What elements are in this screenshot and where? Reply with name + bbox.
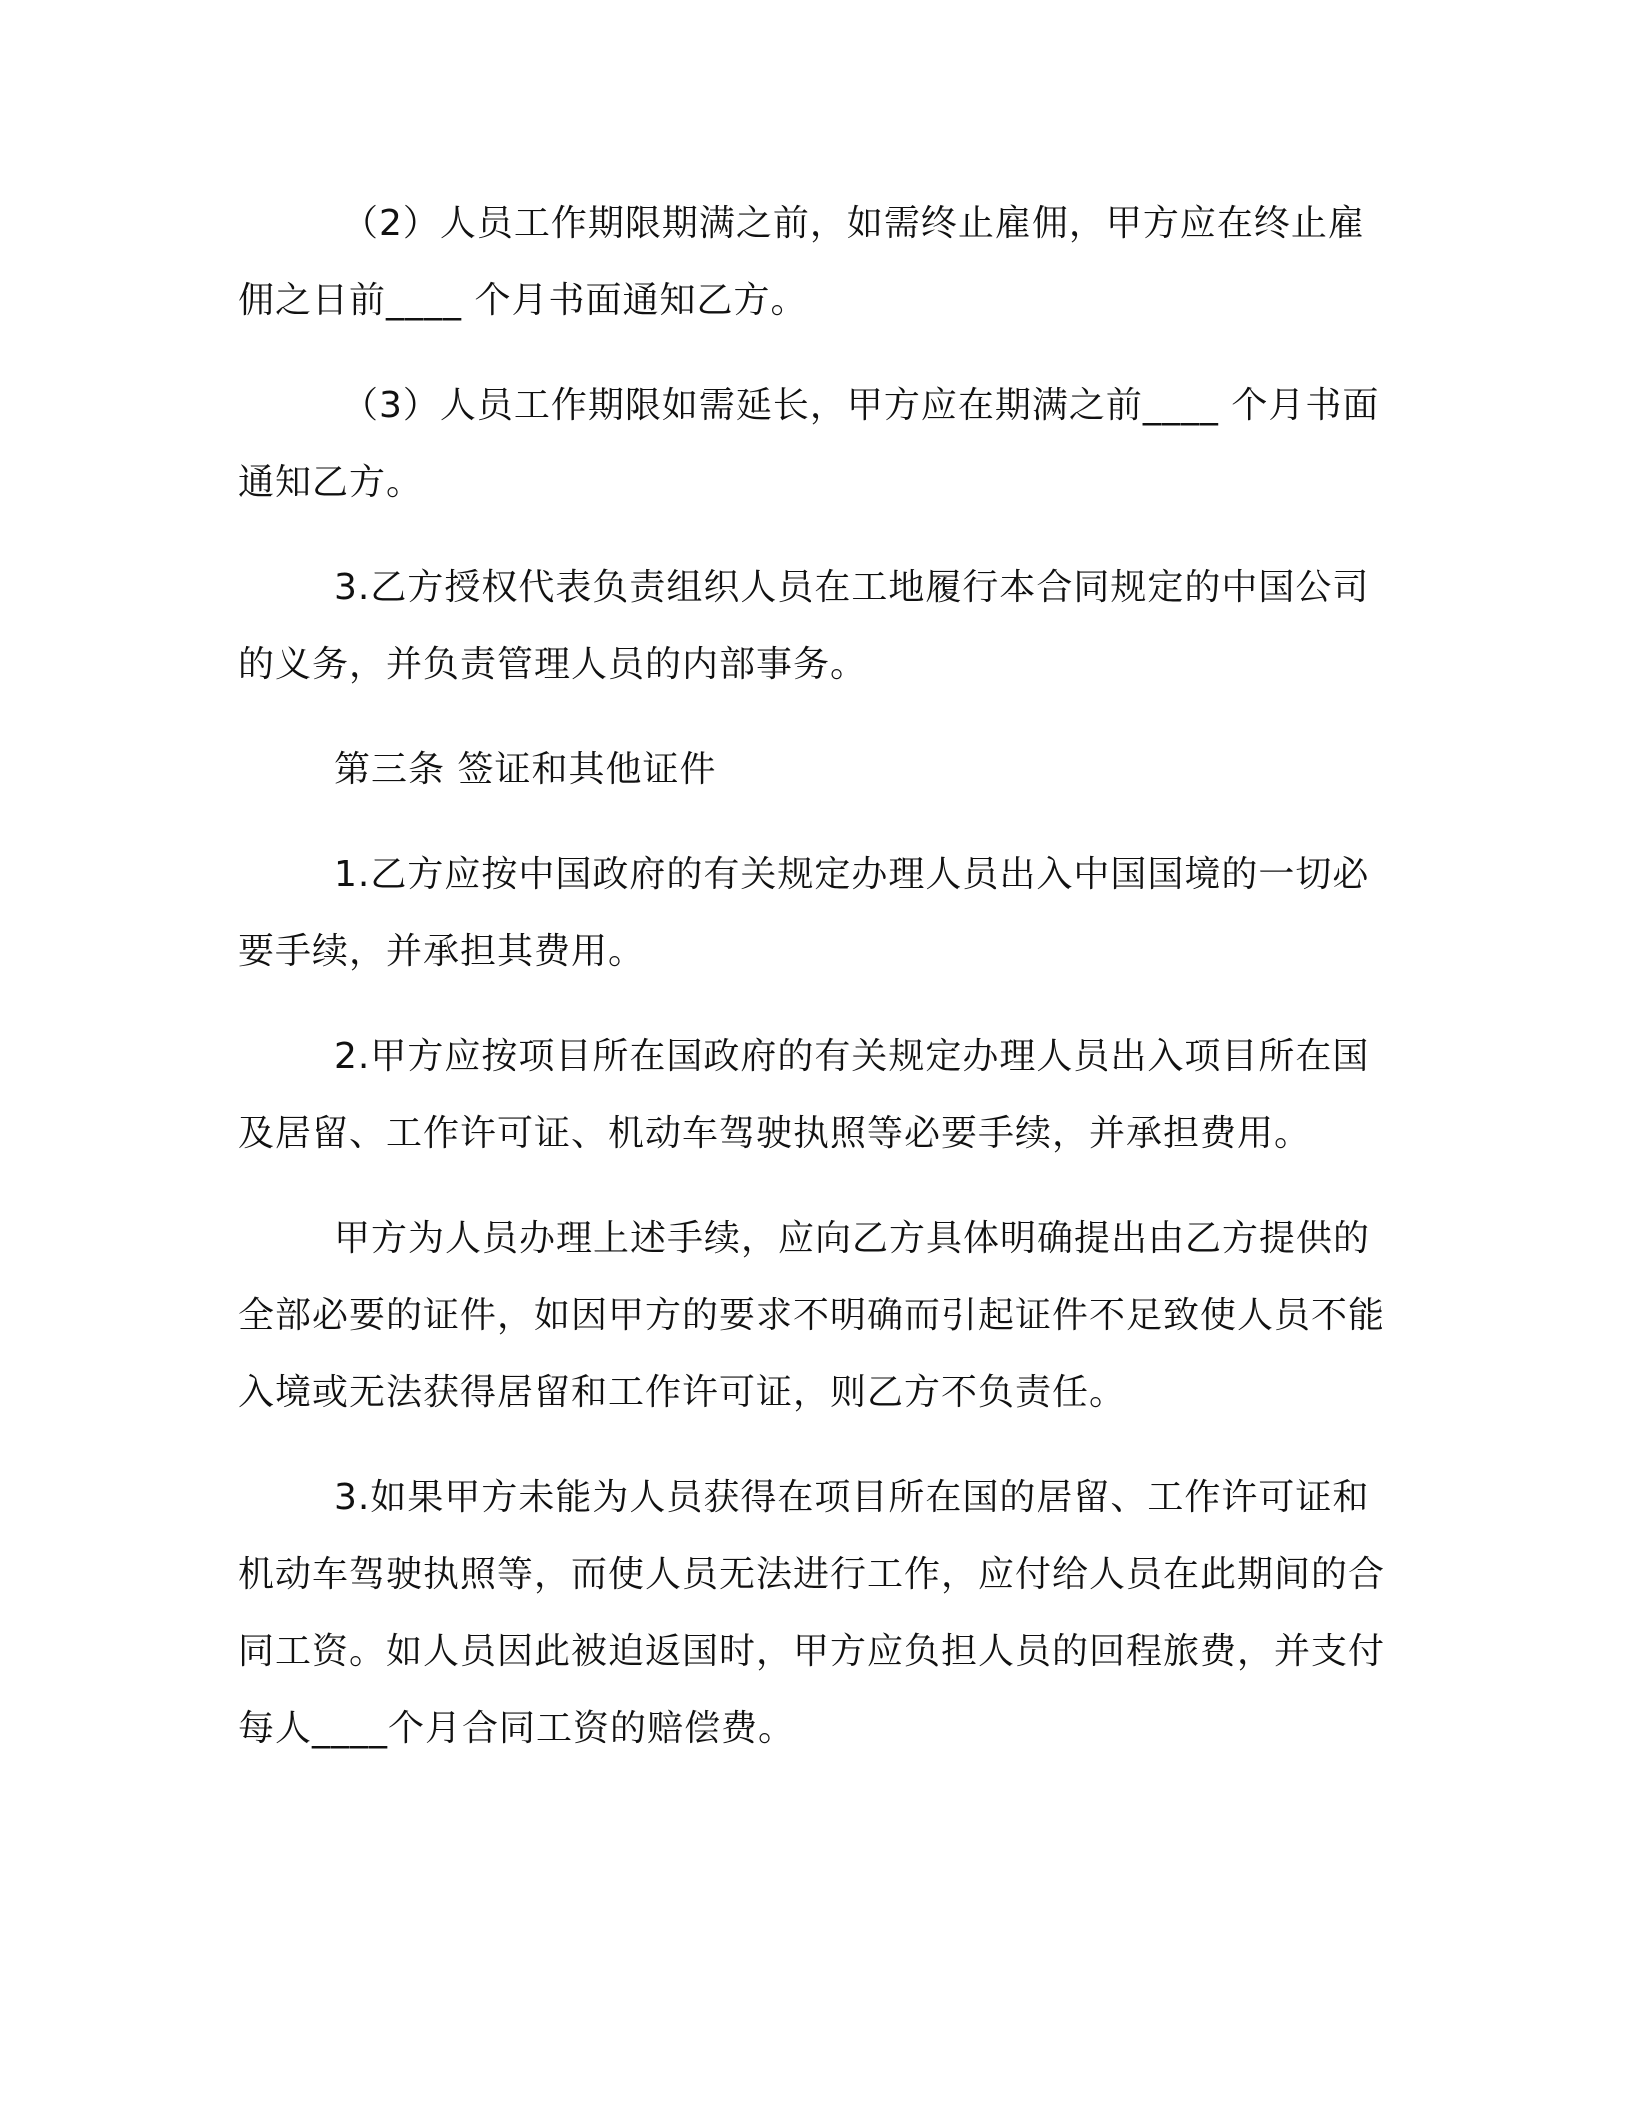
document-body: [238, 185, 1388, 1795]
paragraph-item-1-china-procedures: 1.乙方应按中国政府的有关规定办理人员出入中国国境的一切必要手续，并承担其费用。: [238, 854, 1370, 972]
paragraph-documents-responsibility: 甲方为人员办理上述手续，应向乙方具体明确提出由乙方提供的全部必要的证件，如因甲方的要求不明确而引起证件不足致使人员不能入境或无法获得居留和工作许可证，则乙方不负责任。: [238, 1218, 1386, 1413]
paragraph-clause-3-extension: （3）人员工作期限如需延长，甲方应在期满之前____ 个月书面通知乙方。: [238, 385, 1380, 503]
paragraph-item-2-host-country-procedures: 2.甲方应按项目所在国政府的有关规定办理人员出入项目所在国及居留、工作许可证、机动车驾驶执照等必要手续，并承担费用。: [238, 1036, 1370, 1154]
paragraph-item-3-compensation: 3.如果甲方未能为人员获得在项目所在国的居留、工作许可证和机动车驾驶执照等，而使人员无法进行工作，应付给人员在此期间的合同工资。如人员因此被迫返国时，甲方应负担人员的回程旅费，并支付每人____个月合同工资的赔偿费。: [238, 1477, 1386, 1749]
paragraph-item-3-representative: 3.乙方授权代表负责组织人员在工地履行本合同规定的中国公司的义务，并负责管理人员的内部事务。: [238, 567, 1370, 685]
section-heading-article-3: 第三条 签证和其他证件: [334, 749, 717, 790]
paragraph-clause-2-termination: （2）人员工作期限期满之前，如需终止雇佣，甲方应在终止雇佣之日前____ 个月书面通知乙方。: [238, 203, 1365, 321]
